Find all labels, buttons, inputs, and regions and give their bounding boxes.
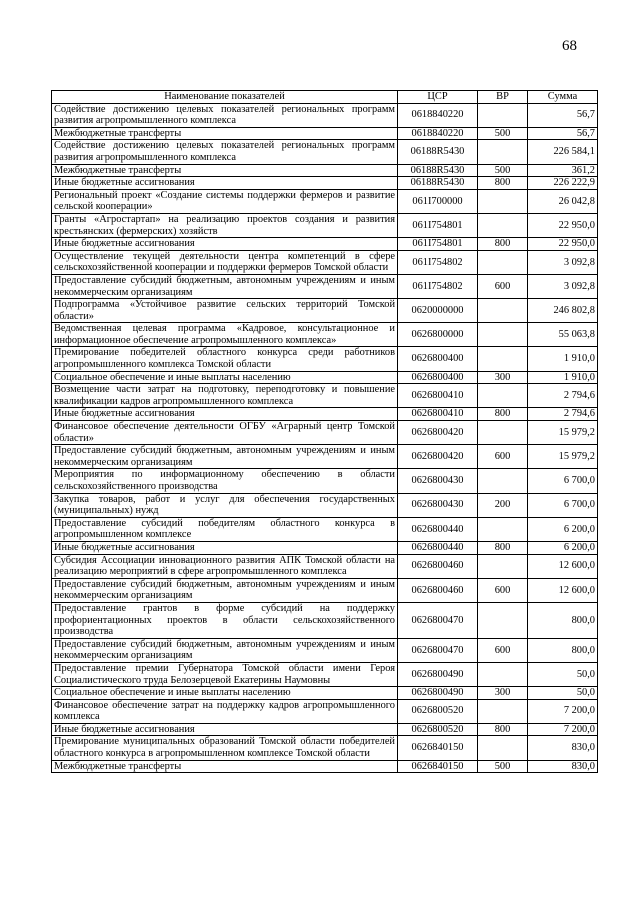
cell-name: Иные бюджетные ассигнования xyxy=(52,238,398,251)
cell-csr: 0626800470 xyxy=(398,602,478,638)
cell-vr xyxy=(478,140,528,164)
cell-sum: 800,0 xyxy=(528,602,598,638)
cell-sum: 22 950,0 xyxy=(528,213,598,237)
cell-name: Предоставление субсидий бюджетным, автономным учреждениям и иным некоммерческим организациям xyxy=(52,274,398,298)
cell-name: Региональный проект «Создание системы поддержки фермеров и развитие сельской кооперации» xyxy=(52,189,398,213)
cell-vr: 200 xyxy=(478,493,528,517)
table-row xyxy=(52,384,598,408)
cell-name: Предоставление субсидий бюджетным, автономным учреждениям и иным некоммерческим организациям xyxy=(52,445,398,469)
cell-name: Содействие достижению целевых показателей региональных программ развития агропромышленного комплекса xyxy=(52,103,398,127)
cell-name: Иные бюджетные ассигнования xyxy=(52,541,398,554)
cell-sum: 6 200,0 xyxy=(528,517,598,541)
cell-csr: 061I700000 xyxy=(398,189,478,213)
cell-csr: 06188R5430 xyxy=(398,177,478,190)
cell-csr: 06188R5430 xyxy=(398,164,478,177)
cell-vr: 800 xyxy=(478,238,528,251)
cell-vr xyxy=(478,699,528,723)
cell-vr: 500 xyxy=(478,760,528,773)
table-row xyxy=(52,578,598,602)
cell-name: Премирование победителей областного конкурса среди работников агропромышленного комплекса Томской области xyxy=(52,347,398,371)
cell-csr: 0626800520 xyxy=(398,699,478,723)
cell-vr xyxy=(478,103,528,127)
header-vr: ВР xyxy=(478,91,528,104)
table-row xyxy=(52,274,598,298)
table-row xyxy=(52,554,598,578)
cell-name: Социальное обеспечение и иные выплаты населению xyxy=(52,687,398,700)
cell-vr xyxy=(478,323,528,347)
cell-sum: 830,0 xyxy=(528,760,598,773)
cell-sum: 3 092,8 xyxy=(528,274,598,298)
cell-vr: 300 xyxy=(478,371,528,384)
table-row xyxy=(52,638,598,662)
cell-csr: 0618840220 xyxy=(398,127,478,140)
budget-table xyxy=(51,90,598,773)
cell-sum: 3 092,8 xyxy=(528,250,598,274)
cell-csr: 0626800460 xyxy=(398,554,478,578)
cell-csr: 0626800000 xyxy=(398,323,478,347)
cell-csr: 0626800400 xyxy=(398,347,478,371)
cell-name: Иные бюджетные ассигнования xyxy=(52,723,398,736)
cell-sum: 800,0 xyxy=(528,638,598,662)
cell-name: Гранты «Агростартап» на реализацию проектов создания и развития крестьянских (фермерских) хозяйств xyxy=(52,213,398,237)
table-row xyxy=(52,445,598,469)
cell-sum: 226 584,1 xyxy=(528,140,598,164)
cell-vr xyxy=(478,517,528,541)
table-row xyxy=(52,323,598,347)
cell-sum: 361,2 xyxy=(528,164,598,177)
table-row xyxy=(52,177,598,190)
table-row xyxy=(52,736,598,760)
cell-csr: 0626840150 xyxy=(398,760,478,773)
table-row xyxy=(52,299,598,323)
cell-csr: 0626800420 xyxy=(398,421,478,445)
table-row xyxy=(52,371,598,384)
table-row xyxy=(52,699,598,723)
cell-sum: 2 794,6 xyxy=(528,384,598,408)
cell-csr: 0620000000 xyxy=(398,299,478,323)
table-row xyxy=(52,687,598,700)
cell-sum: 1 910,0 xyxy=(528,371,598,384)
cell-vr: 800 xyxy=(478,177,528,190)
cell-vr: 800 xyxy=(478,541,528,554)
cell-sum: 2 794,6 xyxy=(528,408,598,421)
table-row xyxy=(52,602,598,638)
table-row xyxy=(52,408,598,421)
table-row xyxy=(52,213,598,237)
table-row xyxy=(52,469,598,493)
cell-sum: 15 979,2 xyxy=(528,445,598,469)
cell-name: Межбюджетные трансферты xyxy=(52,760,398,773)
cell-vr: 300 xyxy=(478,687,528,700)
cell-sum: 50,0 xyxy=(528,687,598,700)
cell-csr: 0626800470 xyxy=(398,638,478,662)
table-row xyxy=(52,127,598,140)
cell-sum: 15 979,2 xyxy=(528,421,598,445)
cell-csr: 0626800440 xyxy=(398,517,478,541)
cell-csr: 0626800400 xyxy=(398,371,478,384)
cell-vr xyxy=(478,213,528,237)
cell-csr: 061I754802 xyxy=(398,250,478,274)
cell-csr: 0626840150 xyxy=(398,736,478,760)
cell-name: Иные бюджетные ассигнования xyxy=(52,408,398,421)
cell-vr xyxy=(478,299,528,323)
cell-vr xyxy=(478,250,528,274)
cell-sum: 246 802,8 xyxy=(528,299,598,323)
cell-name: Возмещение части затрат на подготовку, переподготовку и повышение квалификации кадров агропромышленного комплекса xyxy=(52,384,398,408)
cell-vr xyxy=(478,736,528,760)
cell-name: Предоставление субсидий бюджетным, автономным учреждениям и иным некоммерческим организациям xyxy=(52,638,398,662)
cell-csr: 0626800420 xyxy=(398,445,478,469)
cell-sum: 12 600,0 xyxy=(528,578,598,602)
cell-csr: 061I754801 xyxy=(398,238,478,251)
cell-sum: 22 950,0 xyxy=(528,238,598,251)
cell-vr xyxy=(478,347,528,371)
cell-sum: 12 600,0 xyxy=(528,554,598,578)
cell-vr: 600 xyxy=(478,274,528,298)
table-row xyxy=(52,189,598,213)
cell-name: Предоставление грантов в форме субсидий на поддержку профориентационных проектов в области сельскохозяйственного производства xyxy=(52,602,398,638)
cell-sum: 7 200,0 xyxy=(528,699,598,723)
table-row xyxy=(52,517,598,541)
cell-sum: 56,7 xyxy=(528,127,598,140)
cell-sum: 56,7 xyxy=(528,103,598,127)
cell-name: Закупка товаров, работ и услуг для обеспечения государственных (муниципальных) нужд xyxy=(52,493,398,517)
cell-name: Предоставление субсидий бюджетным, автономным учреждениям и иным некоммерческим организациям xyxy=(52,578,398,602)
cell-name: Иные бюджетные ассигнования xyxy=(52,177,398,190)
cell-vr xyxy=(478,554,528,578)
cell-sum: 6 700,0 xyxy=(528,493,598,517)
cell-vr: 600 xyxy=(478,638,528,662)
cell-vr xyxy=(478,662,528,686)
cell-vr xyxy=(478,602,528,638)
cell-sum: 226 222,9 xyxy=(528,177,598,190)
header-sum: Сумма xyxy=(528,91,598,104)
cell-name: Мероприятия по информационному обеспечению в области сельскохозяйственного производства xyxy=(52,469,398,493)
table-row xyxy=(52,723,598,736)
cell-vr xyxy=(478,384,528,408)
table-row xyxy=(52,347,598,371)
cell-csr: 0626800410 xyxy=(398,384,478,408)
cell-sum: 26 042,8 xyxy=(528,189,598,213)
cell-vr xyxy=(478,421,528,445)
cell-name: Социальное обеспечение и иные выплаты населению xyxy=(52,371,398,384)
table-row xyxy=(52,541,598,554)
cell-csr: 0626800440 xyxy=(398,541,478,554)
cell-name: Межбюджетные трансферты xyxy=(52,127,398,140)
cell-name: Межбюджетные трансферты xyxy=(52,164,398,177)
cell-vr: 800 xyxy=(478,408,528,421)
cell-csr: 06188R5430 xyxy=(398,140,478,164)
cell-name: Ведомственная целевая программа «Кадровое, консультационное и информационное обеспечение агропромышленного комплекса» xyxy=(52,323,398,347)
cell-sum: 7 200,0 xyxy=(528,723,598,736)
cell-name: Финансовое обеспечение деятельности ОГБУ «Аграрный центр Томской области» xyxy=(52,421,398,445)
table-row xyxy=(52,493,598,517)
cell-vr: 500 xyxy=(478,127,528,140)
cell-name: Предоставление субсидий победителям областного конкурса в агропромышленном комплексе xyxy=(52,517,398,541)
table-row xyxy=(52,250,598,274)
cell-csr: 0626800490 xyxy=(398,662,478,686)
cell-vr: 600 xyxy=(478,445,528,469)
cell-sum: 50,0 xyxy=(528,662,598,686)
cell-name: Субсидия Ассоциации инновационного развития АПК Томской области на реализацию мероприятий в сфере агропромышленного комплекса xyxy=(52,554,398,578)
cell-name: Финансовое обеспечение затрат на поддержку кадров агропромышленного комплекса xyxy=(52,699,398,723)
cell-name: Предоставление премии Губернатора Томской области имени Героя Социалистического труда Белозерцевой Екатерины Наумовны xyxy=(52,662,398,686)
cell-csr: 061I754801 xyxy=(398,213,478,237)
table-row xyxy=(52,662,598,686)
cell-name: Содействие достижению целевых показателей региональных программ развития агропромышленного комплекса xyxy=(52,140,398,164)
cell-vr: 500 xyxy=(478,164,528,177)
header-csr: ЦСР xyxy=(398,91,478,104)
page-number: 68 xyxy=(562,38,577,54)
cell-name: Премирование муниципальных образований Томской области победителей областного конкурса в агропромышленном комплексе Томской области xyxy=(52,736,398,760)
table-row xyxy=(52,140,598,164)
cell-csr: 0626800410 xyxy=(398,408,478,421)
cell-vr: 800 xyxy=(478,723,528,736)
cell-vr: 600 xyxy=(478,578,528,602)
cell-sum: 830,0 xyxy=(528,736,598,760)
cell-csr: 0626800430 xyxy=(398,469,478,493)
cell-csr: 061I754802 xyxy=(398,274,478,298)
cell-vr xyxy=(478,469,528,493)
cell-csr: 0626800490 xyxy=(398,687,478,700)
table-header-row xyxy=(52,91,598,104)
cell-name: Осуществление текущей деятельности центра компетенций в сфере сельскохозяйственной кооперации и поддержки фермеров Томской области xyxy=(52,250,398,274)
cell-vr xyxy=(478,189,528,213)
cell-csr: 0618840220 xyxy=(398,103,478,127)
cell-name: Подпрограмма «Устойчивое развитие сельских территорий Томской области» xyxy=(52,299,398,323)
table-row xyxy=(52,164,598,177)
cell-csr: 0626800460 xyxy=(398,578,478,602)
cell-sum: 6 200,0 xyxy=(528,541,598,554)
table-body xyxy=(52,103,598,773)
cell-sum: 1 910,0 xyxy=(528,347,598,371)
cell-csr: 0626800430 xyxy=(398,493,478,517)
table-row xyxy=(52,103,598,127)
cell-sum: 6 700,0 xyxy=(528,469,598,493)
cell-csr: 0626800520 xyxy=(398,723,478,736)
table-row xyxy=(52,421,598,445)
cell-sum: 55 063,8 xyxy=(528,323,598,347)
header-name: Наименование показателей xyxy=(52,91,398,104)
table-row xyxy=(52,238,598,251)
table-row xyxy=(52,760,598,773)
